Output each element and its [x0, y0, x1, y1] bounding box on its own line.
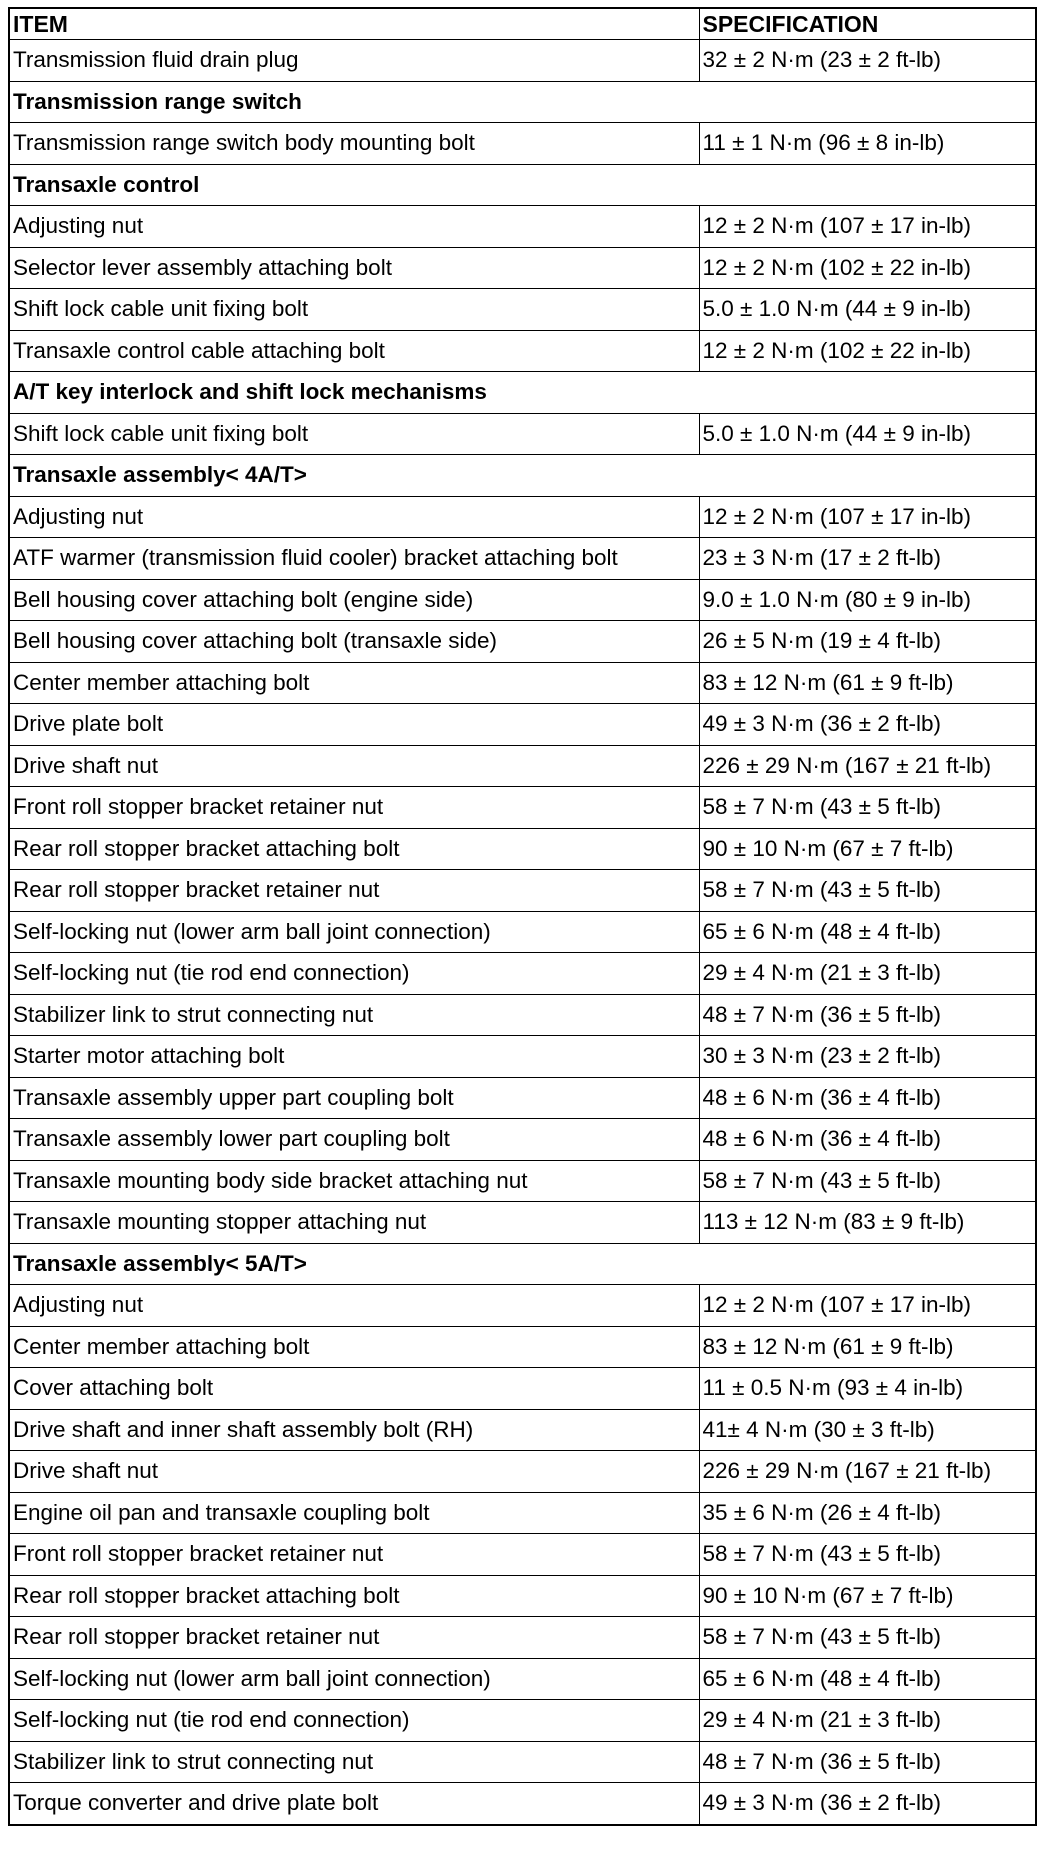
specification-cell: 48 ± 7 N·m (36 ± 5 ft-lb) — [699, 994, 1036, 1036]
specification-cell: 26 ± 5 N·m (19 ± 4 ft-lb) — [699, 621, 1036, 663]
table-row — [9, 1409, 1036, 1451]
table-row — [9, 787, 1036, 829]
item-cell: Rear roll stopper bracket attaching bolt — [9, 828, 699, 870]
item-cell: Self-locking nut (lower arm ball joint connection) — [9, 911, 699, 953]
item-column-header: ITEM — [9, 8, 699, 40]
item-cell: Rear roll stopper bracket retainer nut — [9, 870, 699, 912]
section-header-row — [9, 1243, 1036, 1285]
specification-cell: 58 ± 7 N·m (43 ± 5 ft-lb) — [699, 787, 1036, 829]
item-cell: Drive shaft nut — [9, 1451, 699, 1493]
specification-cell: 9.0 ± 1.0 N·m (80 ± 9 in-lb) — [699, 579, 1036, 621]
specification-cell: 32 ± 2 N·m (23 ± 2 ft-lb) — [699, 40, 1036, 82]
table-row — [9, 870, 1036, 912]
item-cell: Cover attaching bolt — [9, 1368, 699, 1410]
item-cell: Drive shaft nut — [9, 745, 699, 787]
specification-cell: 48 ± 6 N·m (36 ± 4 ft-lb) — [699, 1077, 1036, 1119]
specification-cell: 30 ± 3 N·m (23 ± 2 ft-lb) — [699, 1036, 1036, 1078]
specification-cell: 35 ± 6 N·m (26 ± 4 ft-lb) — [699, 1492, 1036, 1534]
section-title: Transaxle assembly< 5A/T> — [9, 1243, 1036, 1285]
item-cell: Transaxle mounting body side bracket attaching nut — [9, 1160, 699, 1202]
item-cell: Starter motor attaching bolt — [9, 1036, 699, 1078]
table-row — [9, 1451, 1036, 1493]
section-header-row — [9, 81, 1036, 123]
specification-cell: 41± 4 N·m (30 ± 3 ft-lb) — [699, 1409, 1036, 1451]
table-row — [9, 1741, 1036, 1783]
item-cell: Center member attaching bolt — [9, 1326, 699, 1368]
specification-cell: 58 ± 7 N·m (43 ± 5 ft-lb) — [699, 870, 1036, 912]
item-cell: Bell housing cover attaching bolt (transaxle side) — [9, 621, 699, 663]
specification-cell: 48 ± 7 N·m (36 ± 5 ft-lb) — [699, 1741, 1036, 1783]
section-header-row — [9, 164, 1036, 206]
specification-cell: 65 ± 6 N·m (48 ± 4 ft-lb) — [699, 1658, 1036, 1700]
specification-cell: 11 ± 1 N·m (96 ± 8 in-lb) — [699, 123, 1036, 165]
table-row — [9, 704, 1036, 746]
item-cell: Transaxle assembly lower part coupling bolt — [9, 1119, 699, 1161]
item-cell: Bell housing cover attaching bolt (engine side) — [9, 579, 699, 621]
specification-cell: 58 ± 7 N·m (43 ± 5 ft-lb) — [699, 1534, 1036, 1576]
table-row — [9, 496, 1036, 538]
item-cell: Transaxle assembly upper part coupling bolt — [9, 1077, 699, 1119]
item-cell: Shift lock cable unit fixing bolt — [9, 289, 699, 331]
table-row — [9, 1326, 1036, 1368]
item-cell: ATF warmer (transmission fluid cooler) bracket attaching bolt — [9, 538, 699, 580]
specification-cell: 65 ± 6 N·m (48 ± 4 ft-lb) — [699, 911, 1036, 953]
table-row — [9, 1783, 1036, 1825]
table-row — [9, 1202, 1036, 1244]
table-body — [9, 40, 1036, 1825]
table-row — [9, 330, 1036, 372]
table-row — [9, 289, 1036, 331]
specification-cell: 12 ± 2 N·m (102 ± 22 in-lb) — [699, 330, 1036, 372]
table-row — [9, 994, 1036, 1036]
specification-cell: 226 ± 29 N·m (167 ± 21 ft-lb) — [699, 745, 1036, 787]
table-row — [9, 1575, 1036, 1617]
table-row — [9, 413, 1036, 455]
specification-cell: 58 ± 7 N·m (43 ± 5 ft-lb) — [699, 1617, 1036, 1659]
table-row — [9, 621, 1036, 663]
specification-cell: 11 ± 0.5 N·m (93 ± 4 in-lb) — [699, 1368, 1036, 1410]
item-cell: Transaxle control cable attaching bolt — [9, 330, 699, 372]
item-cell: Front roll stopper bracket retainer nut — [9, 787, 699, 829]
specification-cell: 48 ± 6 N·m (36 ± 4 ft-lb) — [699, 1119, 1036, 1161]
table-row — [9, 1658, 1036, 1700]
specification-cell: 5.0 ± 1.0 N·m (44 ± 9 in-lb) — [699, 289, 1036, 331]
table-row — [9, 828, 1036, 870]
table-row — [9, 538, 1036, 580]
section-title: A/T key interlock and shift lock mechanisms — [9, 372, 1036, 414]
specification-cell: 90 ± 10 N·m (67 ± 7 ft-lb) — [699, 1575, 1036, 1617]
item-cell: Self-locking nut (tie rod end connection) — [9, 953, 699, 995]
item-cell: Selector lever assembly attaching bolt — [9, 247, 699, 289]
item-cell: Adjusting nut — [9, 496, 699, 538]
specification-cell: 83 ± 12 N·m (61 ± 9 ft-lb) — [699, 1326, 1036, 1368]
item-cell: Stabilizer link to strut connecting nut — [9, 1741, 699, 1783]
specification-cell: 5.0 ± 1.0 N·m (44 ± 9 in-lb) — [699, 413, 1036, 455]
section-header-row — [9, 372, 1036, 414]
table-row — [9, 1160, 1036, 1202]
section-title: Transaxle control — [9, 164, 1036, 206]
item-cell: Stabilizer link to strut connecting nut — [9, 994, 699, 1036]
table-row — [9, 1492, 1036, 1534]
table-row — [9, 1368, 1036, 1410]
item-cell: Center member attaching bolt — [9, 662, 699, 704]
table-row — [9, 1119, 1036, 1161]
item-cell: Transmission range switch body mounting bolt — [9, 123, 699, 165]
table-row — [9, 1036, 1036, 1078]
table-row — [9, 123, 1036, 165]
item-cell: Drive plate bolt — [9, 704, 699, 746]
table-row — [9, 247, 1036, 289]
section-title: Transaxle assembly< 4A/T> — [9, 455, 1036, 497]
specification-column-header: SPECIFICATION — [699, 8, 1036, 40]
specification-cell: 49 ± 3 N·m (36 ± 2 ft-lb) — [699, 1783, 1036, 1825]
table-row — [9, 206, 1036, 248]
table-row — [9, 745, 1036, 787]
specification-cell: 29 ± 4 N·m (21 ± 3 ft-lb) — [699, 953, 1036, 995]
item-cell: Rear roll stopper bracket attaching bolt — [9, 1575, 699, 1617]
header-row — [9, 8, 1036, 40]
item-cell: Self-locking nut (tie rod end connection) — [9, 1700, 699, 1742]
torque-spec-table — [8, 7, 1037, 1826]
section-title: Transmission range switch — [9, 81, 1036, 123]
table-header — [9, 8, 1036, 40]
specification-cell: 23 ± 3 N·m (17 ± 2 ft-lb) — [699, 538, 1036, 580]
table-row — [9, 911, 1036, 953]
item-cell: Engine oil pan and transaxle coupling bolt — [9, 1492, 699, 1534]
specification-cell: 12 ± 2 N·m (102 ± 22 in-lb) — [699, 247, 1036, 289]
item-cell: Rear roll stopper bracket retainer nut — [9, 1617, 699, 1659]
table-row — [9, 1617, 1036, 1659]
specification-cell: 113 ± 12 N·m (83 ± 9 ft-lb) — [699, 1202, 1036, 1244]
specification-cell: 12 ± 2 N·m (107 ± 17 in-lb) — [699, 206, 1036, 248]
item-cell: Transmission fluid drain plug — [9, 40, 699, 82]
specification-cell: 226 ± 29 N·m (167 ± 21 ft-lb) — [699, 1451, 1036, 1493]
specification-cell: 58 ± 7 N·m (43 ± 5 ft-lb) — [699, 1160, 1036, 1202]
item-cell: Front roll stopper bracket retainer nut — [9, 1534, 699, 1576]
specification-cell: 12 ± 2 N·m (107 ± 17 in-lb) — [699, 1285, 1036, 1327]
item-cell: Drive shaft and inner shaft assembly bolt (RH) — [9, 1409, 699, 1451]
section-header-row — [9, 455, 1036, 497]
item-cell: Self-locking nut (lower arm ball joint connection) — [9, 1658, 699, 1700]
specification-cell: 49 ± 3 N·m (36 ± 2 ft-lb) — [699, 704, 1036, 746]
item-cell: Shift lock cable unit fixing bolt — [9, 413, 699, 455]
specification-cell: 90 ± 10 N·m (67 ± 7 ft-lb) — [699, 828, 1036, 870]
item-cell: Adjusting nut — [9, 206, 699, 248]
table-row — [9, 40, 1036, 82]
item-cell: Torque converter and drive plate bolt — [9, 1783, 699, 1825]
item-cell: Adjusting nut — [9, 1285, 699, 1327]
specification-cell: 29 ± 4 N·m (21 ± 3 ft-lb) — [699, 1700, 1036, 1742]
specification-cell: 12 ± 2 N·m (107 ± 17 in-lb) — [699, 496, 1036, 538]
table-row — [9, 1285, 1036, 1327]
table-row — [9, 1534, 1036, 1576]
table-row — [9, 579, 1036, 621]
table-row — [9, 1077, 1036, 1119]
specification-cell: 83 ± 12 N·m (61 ± 9 ft-lb) — [699, 662, 1036, 704]
table-row — [9, 662, 1036, 704]
table-row — [9, 1700, 1036, 1742]
table-row — [9, 953, 1036, 995]
item-cell: Transaxle mounting stopper attaching nut — [9, 1202, 699, 1244]
